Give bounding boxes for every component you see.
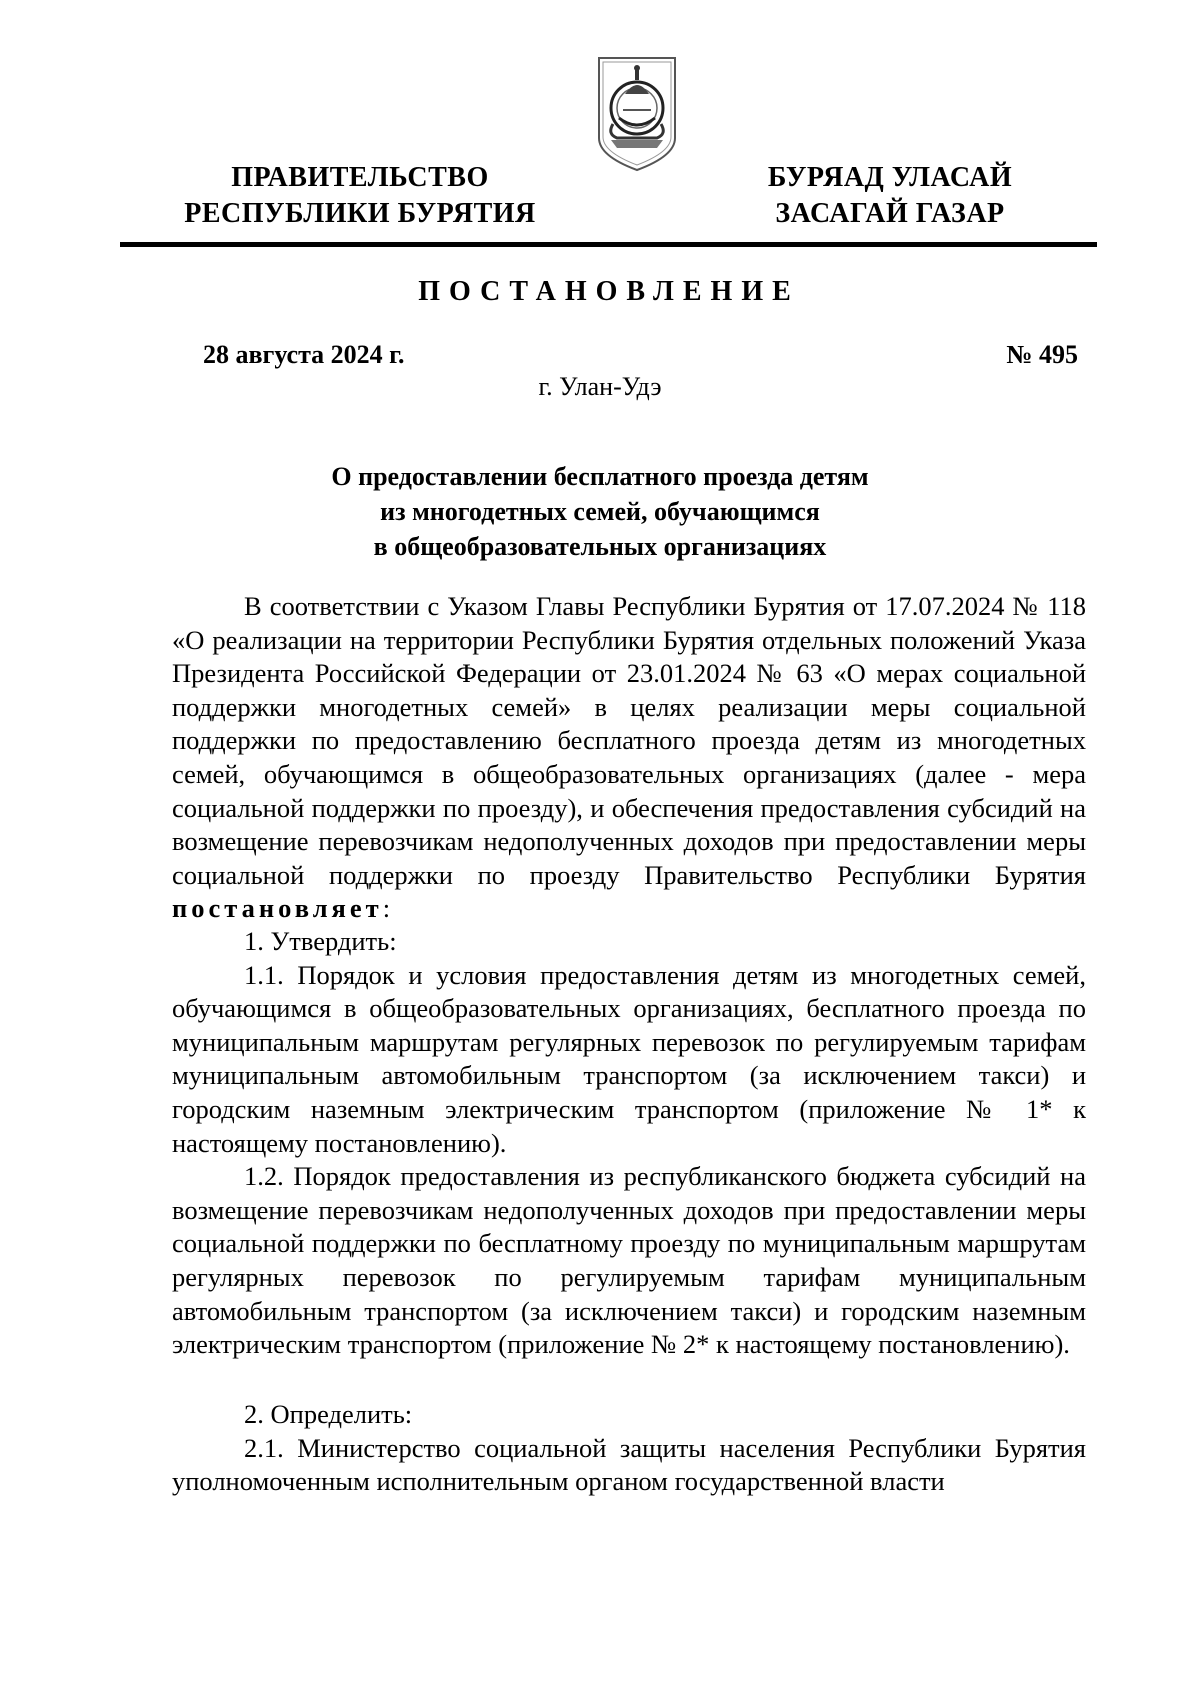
org-name-russian-line2: РЕСПУБЛИКИ БУРЯТИЯ [184,198,536,229]
preamble-tail: : [382,893,391,924]
document-number: № 495 [1006,340,1078,369]
document-type: ПОСТАНОВЛЕНИЕ [418,276,800,307]
org-name-russian-line1: ПРАВИТЕЛЬСТВО [231,162,489,193]
document-city: г. Улан-Удэ [538,372,662,401]
document-title [200,459,1000,564]
preamble-text: В соответствии с Указом Главы Республики Бурятия от 17.07.2024 № 118 «О реализации на территории Республики Бурятия отдельных положений Указа Президента Российской Федерации от 23.01.2024 № 63 «О мерах социальной поддержки многодетных семей» в целях реализации меры социальной поддержки по предоставлению бесплатного проезда детям из многодетных семей, обучающимся в общеобразовательных организациях (далее - мера социальной поддержки по проезду), и обеспечения предоставления субсидий на возмещение перевозчикам недополученных доходов при предоставлении меры социальной поддержки по проезду Правительство Республики Бурятия [172,591,1086,890]
org-name-buryat-line2: ЗАСАГАЙ ГАЗАР [775,198,1005,229]
clauses-block-1 [172,925,1086,1362]
coat-of-arms-icon [593,52,681,174]
header-divider [120,242,1097,247]
preamble-paragraph [172,590,1086,926]
document-title-line1: О предоставлении бесплатного проезда детям [331,462,869,491]
clause-2-1: 2.1. Министерство социальной защиты населения Республики Бурятия уполномоченным исполнительным органом государственной власти [172,1432,1086,1497]
document-date: 28 августа 2024 г. [203,340,405,369]
document-title-line2: из многодетных семей, обучающимся [380,497,820,526]
clause-2: 2. Определить: [244,1399,413,1429]
decree-word: постановляет [172,893,383,924]
clause-1-2: 1.2. Порядок предоставления из республиканского бюджета субсидий на возмещение перевозчикам недополученных доходов при предоставлении меры социальной поддержки по бесплатному проезду по муниципальным маршрутам регулярных перевозок по регулируемым тарифам муниципальным автомобильным транспортом (за исключением такси) и городским наземным электрическим транспортом (приложение № 2* к настоящему постановлению). [172,1161,1086,1360]
clause-1-1: 1.1. Порядок и условия предоставления детям из многодетных семей, обучающимся в общеобразовательных организациях, бесплатного проезда по муниципальным маршрутам регулярных перевозок по регулируемым тарифам муниципальным автомобильным транспортом (за исключением такси) и городским наземным электрическим транспортом (приложение № 1* к настоящему постановлению). [172,959,1086,1158]
clause-1: 1. Утвердить: [244,926,397,956]
org-name-russian [170,160,550,232]
preamble-block [172,590,1086,926]
clauses-block-2 [172,1398,1086,1499]
org-name-buryat [740,160,1040,232]
document-title-line3: в общеобразовательных организациях [373,532,827,561]
org-name-buryat-line1: БУРЯАД УЛАСАЙ [767,162,1013,193]
